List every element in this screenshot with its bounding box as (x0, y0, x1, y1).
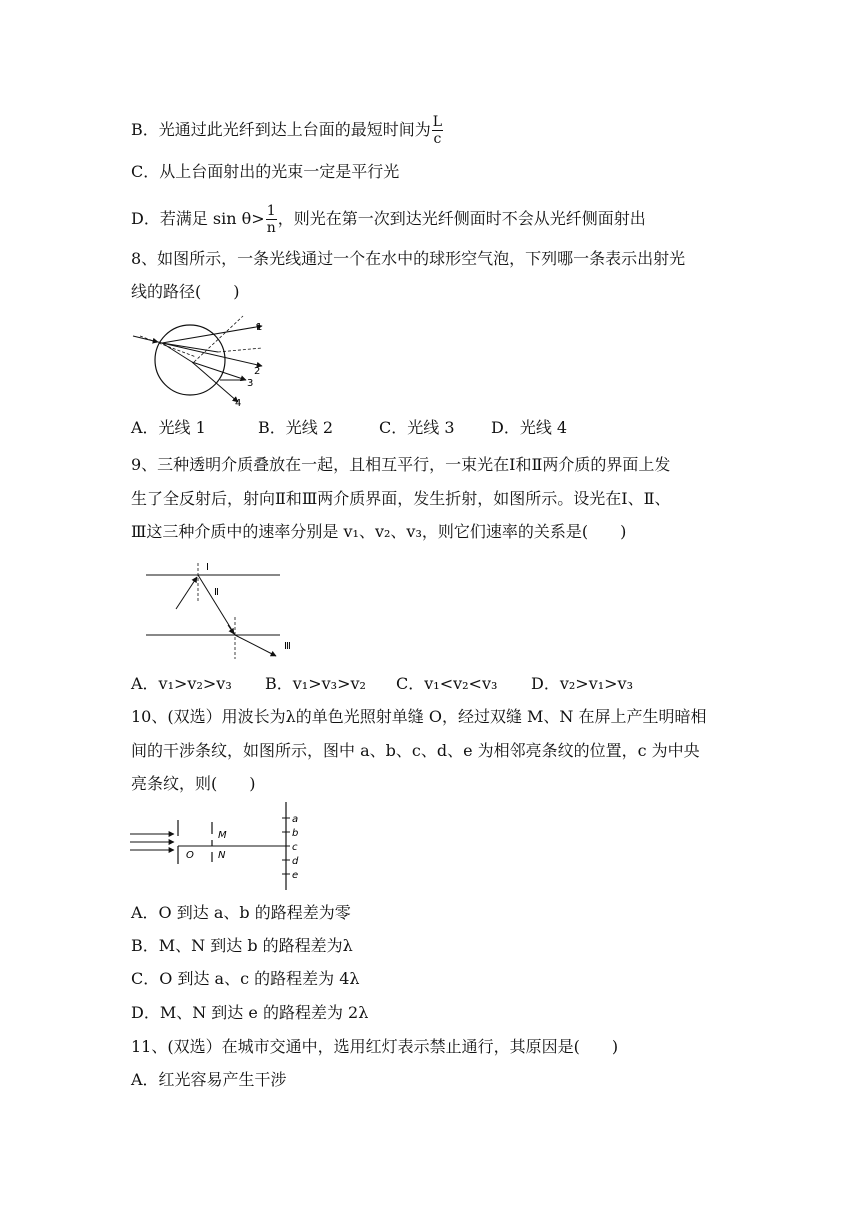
fig9-label-II: Ⅱ (214, 587, 219, 598)
q8-stem-line1: 8、如图所示，一条光线通过一个在水中的球形空气泡，下列哪一条表示出射光 (131, 249, 686, 268)
reflected-ray (198, 575, 235, 635)
q9-stem-line1: 9、三种透明介质叠放在一起，且相互平行，一束光在Ⅰ和Ⅱ两介质的界面上发 (131, 455, 671, 474)
fig9-label-I: Ⅰ (206, 562, 209, 573)
refracted-ray (235, 635, 276, 656)
fig10-label-m: M (218, 830, 227, 841)
fig8-label-2: 2 (254, 366, 261, 377)
ray-1 (162, 326, 262, 343)
q7-option-b: B．光通过此光纤到达上台面的最短时间为 $\frac{L}{c}$ (131, 114, 443, 147)
fig8-label-3: 3 (247, 378, 254, 389)
fig8-label-1: 1 (256, 322, 263, 333)
q9-stem-line2: 生了全反射后，射向Ⅱ和Ⅲ两介质界面，发生折射，如图所示。设光在Ⅰ、Ⅱ、 (131, 489, 671, 508)
q10-double-slit-figure (128, 800, 308, 892)
q8-bubble-figure (128, 312, 268, 408)
q9-option-b: B．v₁>v₃>v₂ (265, 674, 366, 693)
q7-option-d: D．若满足 sin θ> $\frac{1}{n}$ ，则光在第一次到达光纤侧面时不会从光纤侧面射出 (131, 203, 646, 236)
ray-2 (162, 343, 262, 366)
fig9-label-III: Ⅲ (284, 641, 291, 652)
fig10-label-a: a (292, 814, 299, 825)
fig8-label-4: 4 (235, 398, 242, 408)
ray-4 (192, 362, 238, 402)
q9-stem-line3: Ⅲ这三种介质中的速率分别是 v₁、v₂、v₃，则它们速率的关系是( ) (131, 522, 627, 541)
incident-ray (176, 577, 197, 609)
q9-option-a: A．v₁>v₂>v₃ (131, 674, 232, 693)
q8-option-a: A．光线 1 (131, 418, 206, 437)
q11-option-a: A．红光容易产生干涉 (131, 1070, 287, 1089)
q8-option-d: D．光线 4 (491, 418, 568, 437)
q10-option-d: D．M、N 到达 e 的路程差为 2λ (131, 1003, 369, 1022)
q10-stem-line3: 亮条纹，则( ) (131, 774, 256, 793)
q10-stem-line1: 10、(双选）用波长为λ的单色光照射单缝 O，经过双缝 M、N 在屏上产生明暗相 (131, 707, 707, 726)
fig10-label-b: b (292, 828, 299, 839)
q8-option-b: B．光线 2 (258, 418, 334, 437)
fraction-l-over-c: $\frac{L}{c}$ (432, 114, 443, 147)
q10-option-c: C．O 到达 a、c 的路程差为 4λ (131, 969, 360, 988)
q10-option-b: B．M、N 到达 b 的路程差为λ (131, 936, 353, 955)
q8-option-c: C．光线 3 (379, 418, 455, 437)
q9-media-figure (140, 555, 300, 665)
fig10-label-o: O (186, 850, 194, 861)
fig10-label-d: d (292, 856, 299, 867)
q9-option-d: D．v₂>v₁>v₃ (531, 674, 634, 693)
q10-option-a: A．O 到达 a、b 的路程差为零 (131, 903, 351, 922)
fig10-label-e: e (292, 870, 299, 881)
air-bubble (155, 325, 225, 395)
ray-3 (192, 362, 246, 380)
q10-stem-line2: 间的干涉条纹，如图所示，图中 a、b、c、d、e 为相邻亮条纹的位置，c 为中央 (131, 741, 700, 760)
fig10-label-c: c (292, 842, 298, 853)
q7-option-c: C．从上台面射出的光束一定是平行光 (131, 162, 400, 181)
fraction-1-over-n: $\frac{1}{n}$ (266, 203, 276, 236)
q8-stem-line2: 线的路径( ) (131, 282, 240, 301)
q9-option-c: C．v₁<v₂<v₃ (396, 674, 498, 693)
q11-stem-line1: 11、(双选）在城市交通中，选用红灯表示禁止通行，其原因是( ) (131, 1037, 619, 1056)
fig10-label-n: N (218, 850, 226, 861)
